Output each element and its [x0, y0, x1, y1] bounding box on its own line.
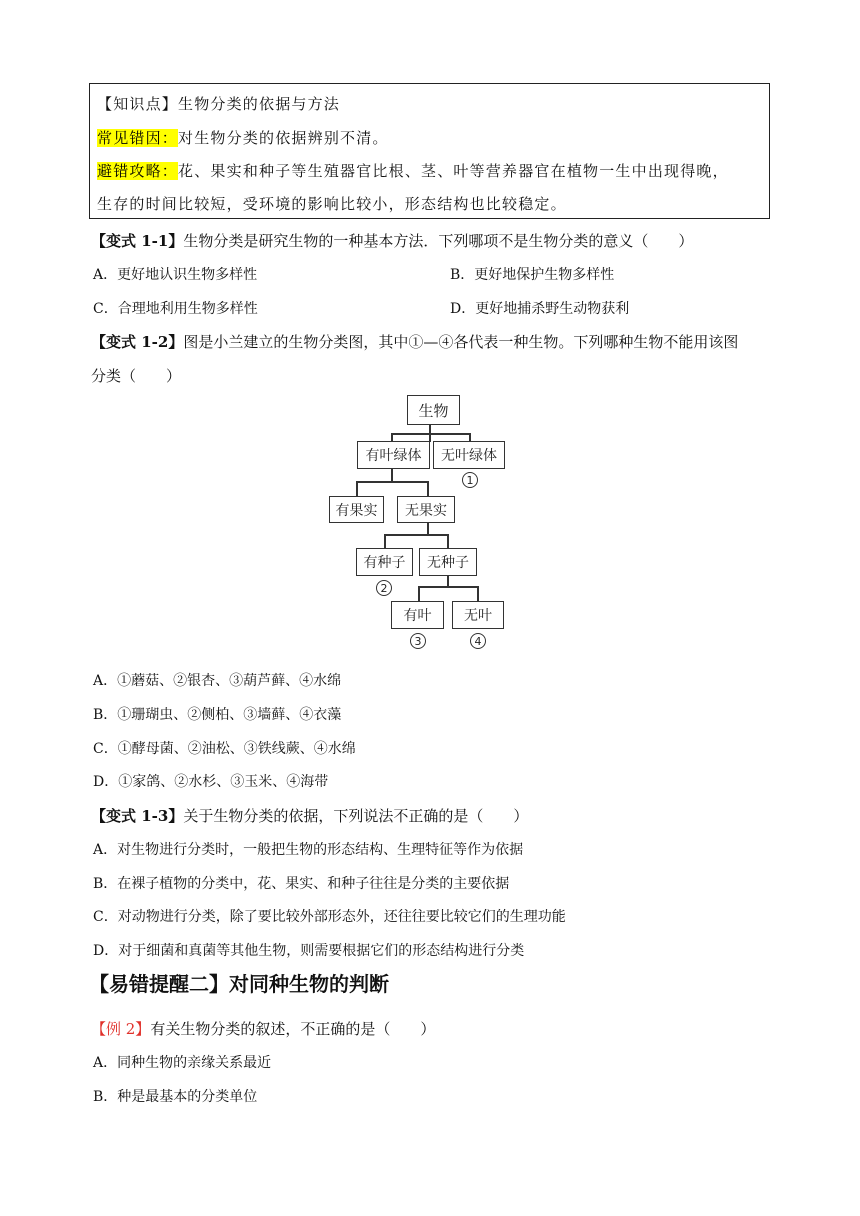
- connector: [384, 534, 448, 536]
- common-mistake-label: 常见错因：: [97, 129, 179, 147]
- option-b: B．在裸子植物的分类中，花、果实、和种子往往是分类的主要依据: [93, 876, 510, 892]
- node-no-chloroplast: 无叶绿体: [433, 441, 505, 469]
- question-tag: 【变式 1-3】: [91, 807, 184, 825]
- connector: [418, 586, 420, 601]
- connector: [391, 433, 469, 435]
- connector: [447, 576, 449, 586]
- node-has-seed: 有种子: [356, 548, 413, 576]
- connector: [391, 469, 393, 481]
- example-tag: 【例 2】: [91, 1020, 151, 1038]
- option-b: B．①珊瑚虫、②侧柏、③墙藓、④衣藻: [93, 707, 342, 723]
- option-a: A．①蘑菇、②银杏、③葫芦藓、④水绵: [93, 673, 342, 689]
- option-a: A．更好地认识生物多样性: [93, 267, 258, 283]
- question-stem: 图是小兰建立的生物分类图，其中①—④各代表一种生物。下列哪种生物不能用该图: [183, 333, 739, 351]
- connector: [356, 481, 358, 496]
- node-no-leaf: 无叶: [452, 601, 504, 629]
- connector: [356, 481, 428, 483]
- option-b: B．更好地保护生物多样性: [450, 267, 615, 283]
- strategy-text: 花、果实和种子等生殖器官比根、茎、叶等营养器官在植物一生中出现得晚，: [178, 162, 729, 180]
- marker-3: 3: [410, 633, 426, 649]
- question-1-3: [91, 805, 528, 826]
- option-d: D．①家鸽、②水杉、③玉米、④海带: [93, 774, 329, 790]
- marker-1: 1: [462, 472, 478, 488]
- question-1-1: [91, 230, 693, 251]
- question-1-2: [91, 331, 738, 352]
- question-stem-cont: 分类（ ）: [91, 367, 182, 385]
- node-no-seed: 无种子: [419, 548, 477, 576]
- marker-2: 2: [376, 580, 392, 596]
- option-d: D．对于细菌和真菌等其他生物，则需要根据它们的形态结构进行分类: [93, 943, 525, 959]
- strategy-line: [97, 160, 729, 181]
- knowledge-point: 【知识点】生物分类的依据与方法: [97, 95, 341, 113]
- option-c: C．对动物进行分类，除了要比较外部形态外，还往往要比较它们的生理功能: [93, 909, 566, 925]
- option-a: A．对生物进行分类时，一般把生物的形态结构、生理特征等作为依据: [93, 842, 524, 858]
- section-heading: 【易错提醒二】对同种生物的判断: [89, 972, 389, 996]
- node-has-chloroplast: 有叶绿体: [357, 441, 430, 469]
- connector: [384, 534, 386, 548]
- common-mistake-line: [97, 127, 389, 148]
- option-d: D．更好地捕杀野生动物获利: [450, 301, 630, 317]
- strategy-text-cont: 生存的时间比较短，受环境的影响比较小，形态结构也比较稳定。: [97, 195, 567, 213]
- question-stem: 关于生物分类的依据，下列说法不正确的是（ ）: [183, 807, 529, 825]
- common-mistake-text: 对生物分类的依据辨别不清。: [178, 129, 389, 147]
- strategy-label: 避错攻略：: [97, 162, 179, 180]
- option-c: C．①酵母菌、②油松、③铁线蕨、④水绵: [93, 741, 356, 757]
- example-2: [91, 1018, 435, 1039]
- question-tag: 【变式 1-2】: [91, 333, 184, 351]
- question-tag: 【变式 1-1】: [91, 232, 184, 250]
- marker-4: 4: [470, 633, 486, 649]
- node-root: 生物: [407, 395, 460, 425]
- node-has-fruit: 有果实: [329, 496, 384, 523]
- option-c: C．合理地利用生物多样性: [93, 301, 258, 317]
- connector: [477, 586, 479, 601]
- example-stem: 有关生物分类的叙述，不正确的是（ ）: [150, 1020, 436, 1038]
- node-has-leaf: 有叶: [391, 601, 444, 629]
- option-b: B．种是最基本的分类单位: [93, 1089, 258, 1105]
- connector: [447, 534, 449, 548]
- node-no-fruit: 无果实: [397, 496, 455, 523]
- connector: [427, 523, 429, 534]
- connector: [418, 586, 478, 588]
- option-a: A．同种生物的亲缘关系最近: [93, 1055, 272, 1071]
- question-stem: 生物分类是研究生物的一种基本方法．下列哪项不是生物分类的意义（ ）: [183, 232, 694, 250]
- connector: [427, 481, 429, 496]
